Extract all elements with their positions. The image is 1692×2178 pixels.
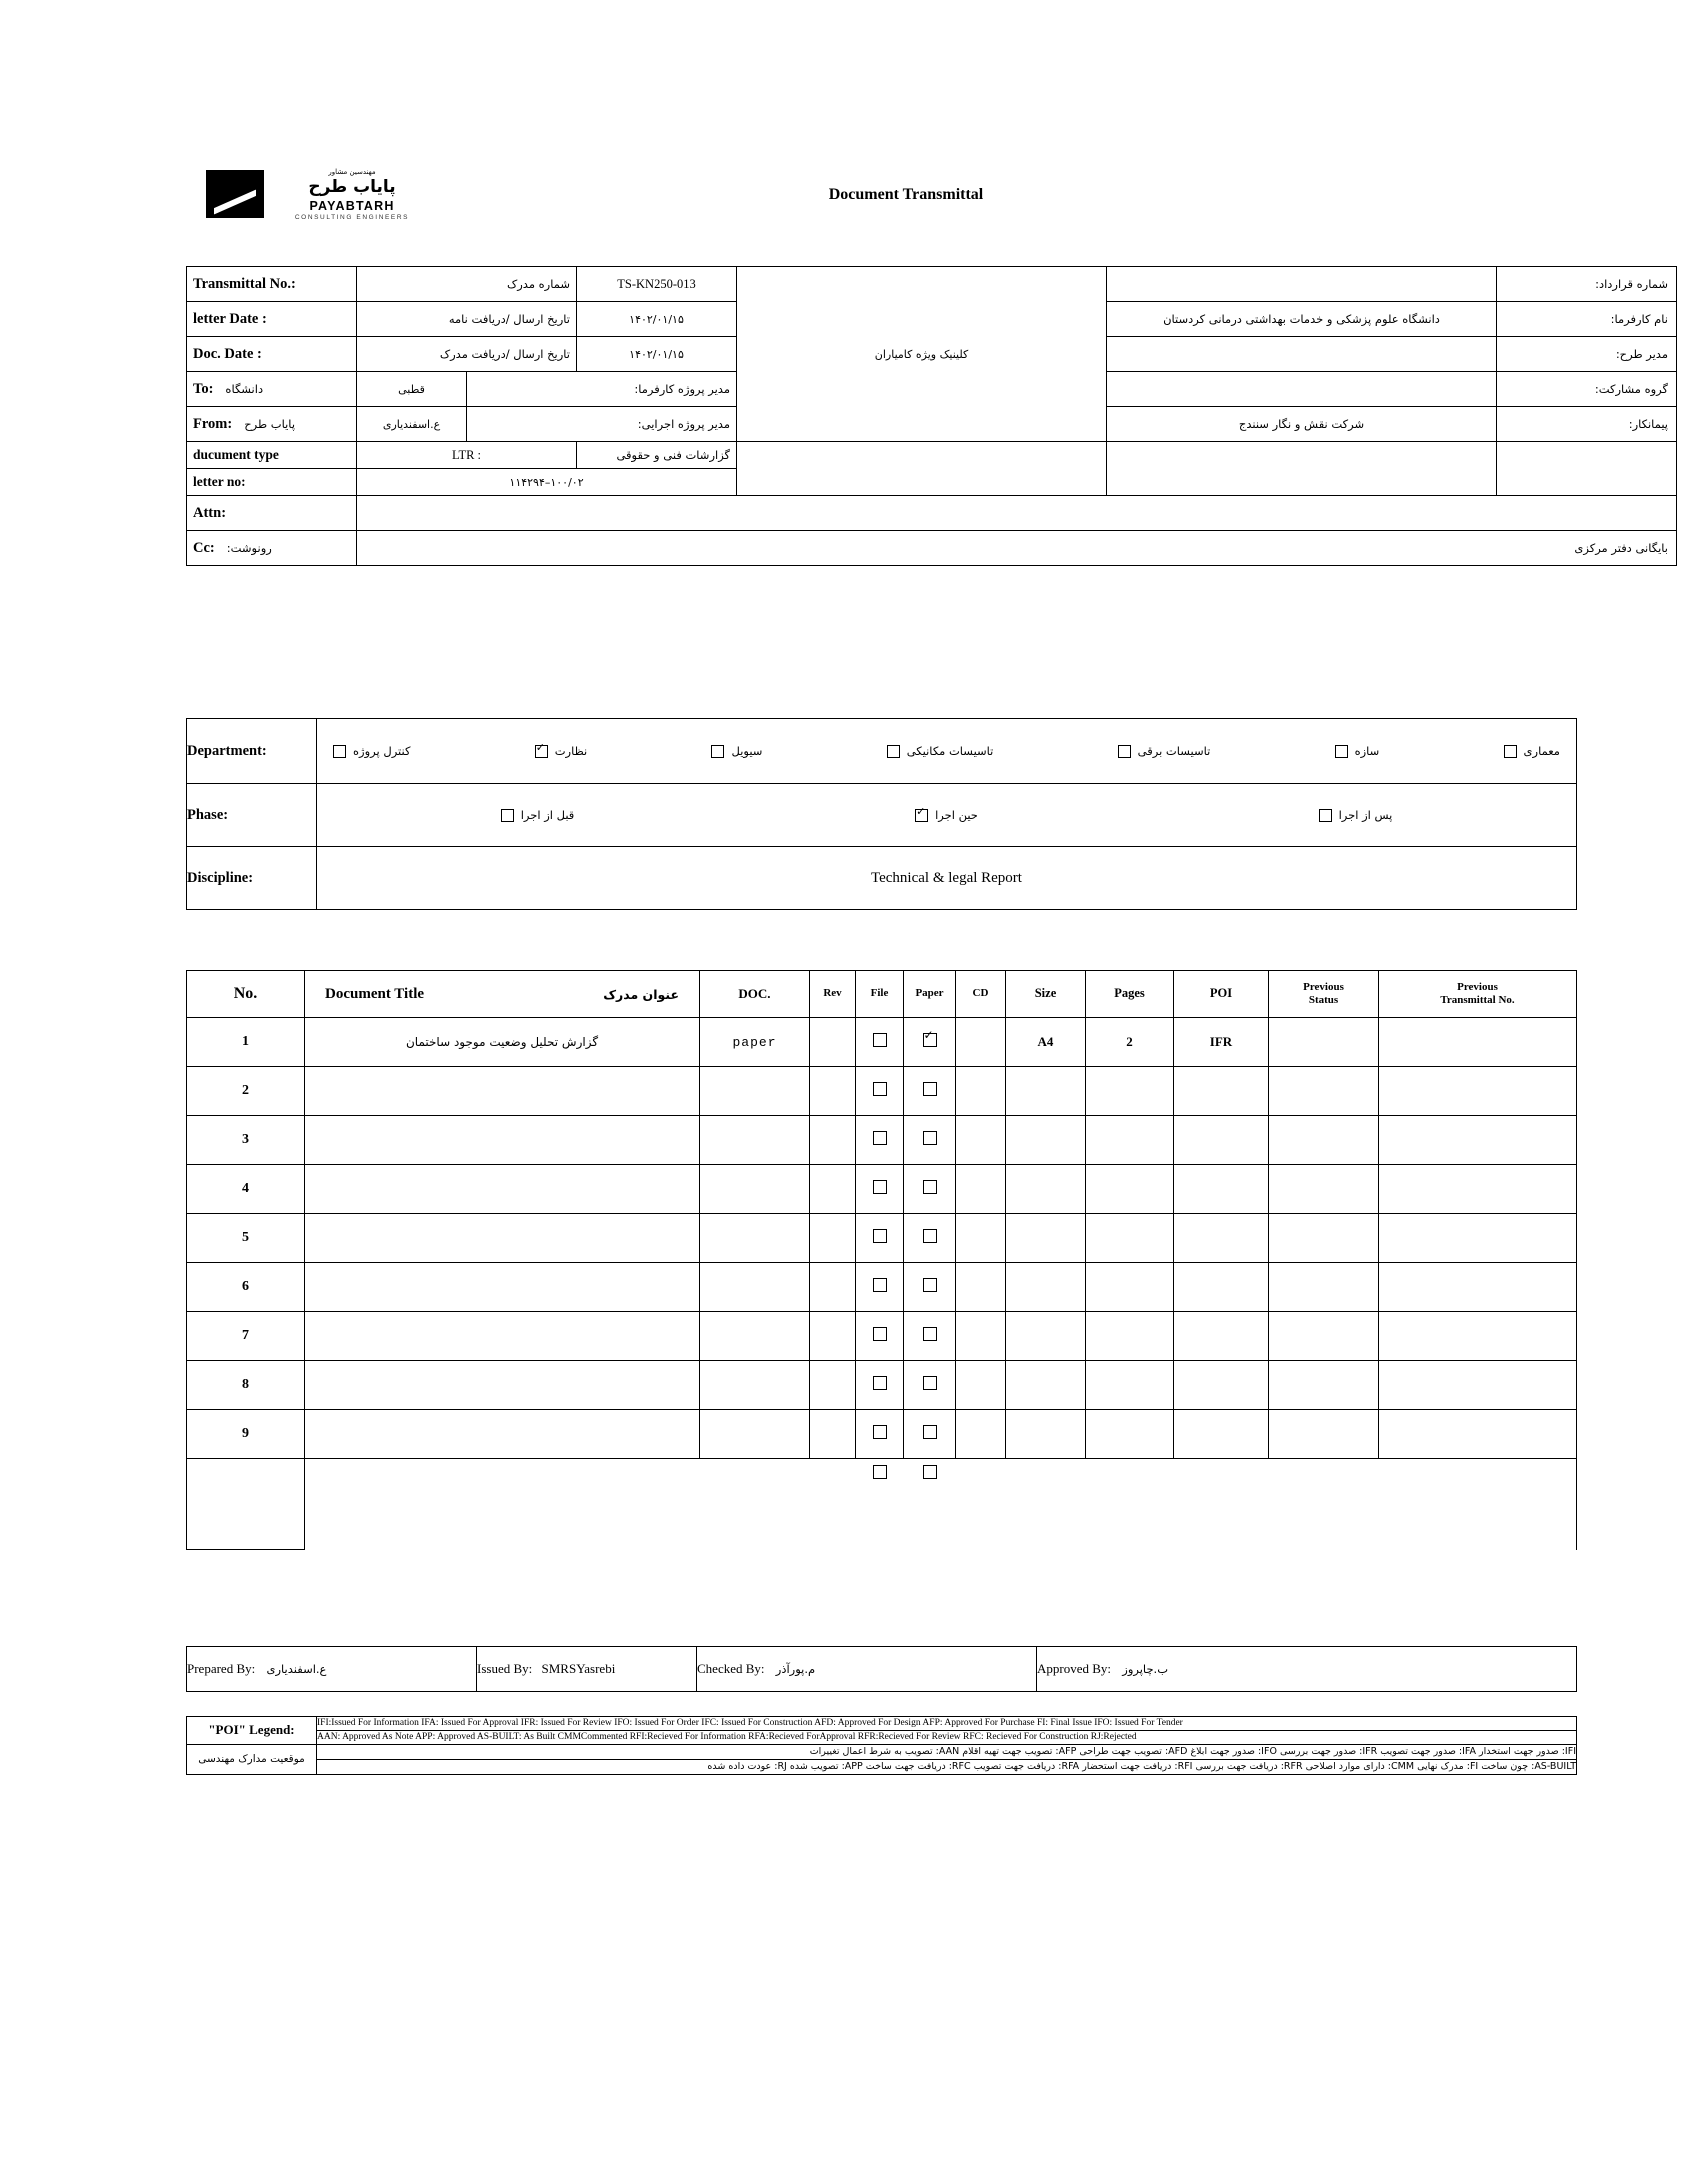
cell-previous-status [1269, 1410, 1379, 1459]
company-logo [206, 168, 436, 238]
department-row [187, 719, 1577, 784]
checkbox-file[interactable] [873, 1229, 887, 1243]
checkbox-civil[interactable] [711, 745, 724, 758]
cell-letter-date-label: letter Date : [187, 302, 357, 337]
cell-to-role: مدیر پروژه کارفرما: [467, 372, 737, 407]
cell-rev [810, 1361, 856, 1410]
cell-file[interactable] [856, 1214, 904, 1263]
cell-file[interactable] [856, 1165, 904, 1214]
phase-options [317, 784, 1577, 847]
checked-by-label: Checked By: [697, 1661, 765, 1676]
cell-spacer-pages [1086, 1459, 1174, 1550]
cell-title [305, 1067, 700, 1116]
dept-label-electrical: تاسیسات برقی [1137, 744, 1211, 758]
cell-size [1006, 1263, 1086, 1312]
cell-size: A4 [1006, 1018, 1086, 1067]
table-row [187, 1116, 1577, 1165]
checkbox-memari[interactable] [1504, 745, 1517, 758]
cell-size [1006, 1312, 1086, 1361]
cell-previous-transmittal [1379, 1116, 1577, 1165]
cell-partnership-label: گروه مشارکت: [1497, 372, 1677, 407]
cell-project-name: کلینیک ویژه کامیاران [737, 267, 1107, 442]
table-row [187, 1730, 1577, 1744]
header-cd: CD [956, 971, 1006, 1018]
approved-by-value: ب.چاپروز [1122, 1662, 1169, 1676]
cell-contract-no-value [1107, 267, 1497, 302]
cell-title [305, 1263, 700, 1312]
checkbox-file[interactable] [873, 1425, 887, 1439]
checkbox-paper[interactable] [923, 1082, 937, 1096]
cell-transmittal-no-label: Transmittal No.: [187, 267, 357, 302]
checkbox-supervision[interactable] [535, 745, 548, 758]
table-row [187, 1717, 1577, 1731]
cell-doc-date-label: Doc. Date : [187, 337, 357, 372]
phase-row [187, 784, 1577, 847]
classification-block [186, 718, 1576, 910]
legend-en-line-2: AAN: Approved As Note APP: Approved AS-BUILT: As Built CMMCommented RFI:Recieved For Information RFA:Recieved ForApproval RFR:Recieved For Review RFC: Recieved For Construction RJ:Rejected [317, 1730, 1577, 1744]
cell-no: 1 [187, 1018, 305, 1067]
legend-fa-line-1: IFI: صدور جهت استخدار IFA: صدور جهت تصویب IFR: صدور جهت بررسی IFO: صدور جهت ابلاغ AFD: تصویب جهت طراحی AFP: تصویب جهت تهیه اقلام AAN: تصویب به شرط اعمال تغییرات [317, 1744, 1577, 1759]
cell-paper[interactable] [904, 1165, 956, 1214]
signatures-table [186, 1646, 1577, 1692]
cell-title [305, 1410, 700, 1459]
cell-pages [1086, 1214, 1174, 1263]
documents-block [186, 970, 1576, 1550]
table-row [187, 1263, 1577, 1312]
cell-previous-transmittal [1379, 1312, 1577, 1361]
checkbox-phase-during[interactable] [915, 809, 928, 822]
table-row [187, 1214, 1577, 1263]
cell-employer-name-value: دانشگاه علوم پزشکی و خدمات بهداشتی درمانی کردستان [1107, 302, 1497, 337]
cell-doc [700, 1361, 810, 1410]
cell-checked-by [697, 1647, 1037, 1692]
header-previous-status: Previous Status [1269, 971, 1379, 1018]
cell-rev [810, 1214, 856, 1263]
cell-transmittal-no-label-fa: شماره مدرک [357, 267, 577, 302]
cell-doc [700, 1410, 810, 1459]
header-poi: POI [1174, 971, 1269, 1018]
dept-option-electrical[interactable] [1118, 744, 1211, 758]
cell-cd [956, 1214, 1006, 1263]
discipline-row [187, 847, 1577, 910]
cell-doc [700, 1116, 810, 1165]
cell-size [1006, 1116, 1086, 1165]
cell-no: 5 [187, 1214, 305, 1263]
checked-by-value: م.پورآذر [775, 1662, 816, 1676]
header-paper: Paper [904, 971, 956, 1018]
issued-by-value: SMRSYasrebi [541, 1661, 616, 1676]
logo-text [272, 168, 432, 221]
approved-by-label: Approved By: [1037, 1661, 1112, 1676]
cell-size [1006, 1214, 1086, 1263]
cell-poi: IFR [1174, 1018, 1269, 1067]
cell-doc-date-value: ۱۴۰۲/۰۱/۱۵ [577, 337, 737, 372]
checkbox-electrical[interactable] [1118, 745, 1131, 758]
page-header [186, 168, 1576, 238]
cell-document-type-code: LTR : [357, 442, 577, 469]
cell-project-manager-label: مدیر طرح: [1497, 337, 1677, 372]
cell-no: 6 [187, 1263, 305, 1312]
cell-spacer-title [305, 1459, 700, 1550]
cell-pages [1086, 1410, 1174, 1459]
cell-doc [700, 1214, 810, 1263]
cell-from-person: ع.اسفندیاری [357, 407, 467, 442]
dept-label-sazeh: سازه [1354, 744, 1380, 758]
cell-paper[interactable] [904, 1263, 956, 1312]
cell-previous-status [1269, 1116, 1379, 1165]
cell-file[interactable] [856, 1361, 904, 1410]
cell-cd [956, 1067, 1006, 1116]
checkbox-file[interactable] [873, 1278, 887, 1292]
department-label: Department: [187, 719, 317, 784]
cell-title [305, 1312, 700, 1361]
cell-poi [1174, 1067, 1269, 1116]
legend-fa-line-2: AS-BUILT: چون ساخت FI: مدرک نهایی CMM: دارای موارد اصلاحی RFR: دریافت جهت بررسی RFI: دریافت جهت استحضار RFA: دریافت جهت تصویب RFC: دریافت جهت ساخت APP: تصویب شده RJ: عودت داده شده [317, 1759, 1577, 1774]
logo-fa-big: پایاب طرح [308, 177, 396, 197]
cell-to-label: To: دانشگاه [187, 372, 357, 407]
cell-from-label: From: پایاب طرح [187, 407, 357, 442]
table-row [187, 531, 1677, 566]
header-pages: Pages [1086, 971, 1174, 1018]
cell-cd [956, 1116, 1006, 1165]
cell-spacer-file[interactable] [856, 1459, 904, 1550]
cell-no: 2 [187, 1067, 305, 1116]
cell-cc-label: Cc: رونوشت: [187, 531, 357, 566]
table-row [187, 1410, 1577, 1459]
dept-option-project-control[interactable] [333, 744, 410, 758]
cell-pages: 2 [1086, 1018, 1174, 1067]
page-title: Document Transmittal [828, 186, 984, 203]
cell-poi [1174, 1165, 1269, 1214]
header-rev: Rev [810, 971, 856, 1018]
table-row [187, 1312, 1577, 1361]
department-options [317, 719, 1577, 784]
checkbox-paper[interactable] [923, 1327, 937, 1341]
documents-header-row [187, 971, 1577, 1018]
cell-doc [700, 1263, 810, 1312]
cell-letter-date-label-fa: تاریخ ارسال /دریافت نامه [357, 302, 577, 337]
cell-previous-status [1269, 1165, 1379, 1214]
table-row [187, 1361, 1577, 1410]
cell-file[interactable] [856, 1116, 904, 1165]
cell-cd [956, 1165, 1006, 1214]
cell-cd [956, 1263, 1006, 1312]
checkbox-paper[interactable] [923, 1376, 937, 1390]
cell-cd [956, 1312, 1006, 1361]
cell-cd [956, 1410, 1006, 1459]
cell-size [1006, 1410, 1086, 1459]
dept-label-memari: معماری [1523, 744, 1560, 758]
legend-title: "POI" Legend: [187, 1717, 317, 1745]
cell-previous-status [1269, 1263, 1379, 1312]
cell-rev [810, 1067, 856, 1116]
checkbox-file[interactable] [873, 1180, 887, 1194]
cell-no: 8 [187, 1361, 305, 1410]
cell-pages [1086, 1165, 1174, 1214]
cell-blank-right-1 [1497, 442, 1677, 496]
transmittal-info-table [186, 266, 1677, 566]
dept-label-project-control: کنترل پروژه [353, 744, 411, 758]
dept-option-memari[interactable] [1504, 744, 1560, 758]
cell-pages [1086, 1361, 1174, 1410]
cell-pages [1086, 1263, 1174, 1312]
cell-no: 3 [187, 1116, 305, 1165]
cell-doc-date-label-fa: تاریخ ارسال /دریافت مدرک [357, 337, 577, 372]
discipline-value-cell [317, 847, 1577, 910]
cell-previous-transmittal [1379, 1214, 1577, 1263]
table-row [187, 496, 1677, 531]
table-row [187, 267, 1677, 302]
cell-contractor-label: پیمانکار: [1497, 407, 1677, 442]
cell-attn-value [357, 496, 1677, 531]
cell-spacer-prev-transmittal [1379, 1459, 1577, 1550]
signatures-block [186, 1646, 1576, 1692]
phase-option-after[interactable] [1151, 808, 1560, 822]
cell-size [1006, 1067, 1086, 1116]
cell-no: 4 [187, 1165, 305, 1214]
cell-cd [956, 1018, 1006, 1067]
cell-document-type-label: ducument type [187, 442, 357, 469]
checkbox-file[interactable] [873, 1131, 887, 1145]
dept-option-supervision[interactable] [535, 744, 588, 758]
cell-previous-transmittal [1379, 1165, 1577, 1214]
cell-paper[interactable] [904, 1067, 956, 1116]
checkbox-file[interactable] [873, 1465, 887, 1479]
table-row [187, 1018, 1577, 1067]
phase-option-before[interactable] [333, 808, 742, 822]
cell-file[interactable] [856, 1067, 904, 1116]
cell-contract-no-label: شماره قرارداد: [1497, 267, 1677, 302]
checkbox-sazeh[interactable] [1335, 745, 1348, 758]
cell-previous-status [1269, 1312, 1379, 1361]
table-row [187, 442, 1677, 469]
logo-en-big: PAYABTARH [309, 199, 395, 213]
cell-letter-no-value: ۱۰۰/۰۲–۱۱۴۲۹۴ [357, 469, 737, 496]
checkbox-file[interactable] [873, 1033, 887, 1047]
checkbox-paper[interactable] [923, 1229, 937, 1243]
cell-rev [810, 1116, 856, 1165]
cell-paper[interactable] [904, 1410, 956, 1459]
checkbox-paper[interactable] [923, 1033, 937, 1047]
header-title-en: Document Title [325, 986, 425, 1002]
cell-attn-label: Attn: [187, 496, 357, 531]
transmittal-info-block [186, 266, 1669, 566]
cell-paper[interactable] [904, 1214, 956, 1263]
cell-previous-transmittal [1379, 1361, 1577, 1410]
cell-title [305, 1165, 700, 1214]
cell-transmittal-no-value: TS-KN250-013 [577, 267, 737, 302]
table-row [187, 1744, 1577, 1759]
cell-rev [810, 1312, 856, 1361]
cell-doc [700, 1067, 810, 1116]
discipline-value: Technical & legal Report [871, 869, 1022, 886]
dept-label-civil: سیویل [731, 744, 763, 758]
dept-option-mechanical[interactable] [887, 744, 994, 758]
checkbox-project-control[interactable] [333, 745, 346, 758]
checkbox-paper[interactable] [923, 1465, 937, 1479]
checkbox-paper[interactable] [923, 1180, 937, 1194]
legend-title-fa: موقعیت مدارک مهندسی [187, 1744, 317, 1775]
cell-cc-value: بایگانی دفتر مرکزی [357, 531, 1677, 566]
legend-block [186, 1716, 1576, 1775]
cell-previous-status [1269, 1361, 1379, 1410]
cell-cd [956, 1361, 1006, 1410]
cell-poi [1174, 1263, 1269, 1312]
cell-letter-date-value: ۱۴۰۲/۰۱/۱۵ [577, 302, 737, 337]
legend-en-line-1: IFI:Issued For Information IFA: Issued For Approval IFR: Issued For Review IFO: Issued For Order IFC: Issued For Construction AFD: Approved For Design AFP: Approved For Purchase FI: Final Issue IFO: Issued For Tender [317, 1717, 1577, 1731]
phase-label: Phase: [187, 784, 317, 847]
cell-poi [1174, 1214, 1269, 1263]
cell-rev [810, 1410, 856, 1459]
cell-pages [1086, 1312, 1174, 1361]
cell-from-role: مدیر پروژه اجرایی: [467, 407, 737, 442]
table-row [187, 1067, 1577, 1116]
cell-paper[interactable] [904, 1361, 956, 1410]
cell-rev [810, 1263, 856, 1312]
cell-blank-mid-1 [737, 442, 1107, 496]
cell-contractor-value: شرکت نقش و نگار سنندج [1107, 407, 1497, 442]
dept-label-supervision: نظارت [554, 744, 588, 758]
dept-option-civil[interactable] [711, 744, 762, 758]
cell-prepared-by [187, 1647, 477, 1692]
header-no: No. [187, 971, 305, 1018]
checkbox-file[interactable] [873, 1082, 887, 1096]
table-row [187, 1165, 1577, 1214]
prepared-by-label: Prepared By: [187, 1661, 256, 1676]
cell-partnership-value [1107, 372, 1497, 407]
cell-employer-name-label: نام کارفرما: [1497, 302, 1677, 337]
checkbox-file[interactable] [873, 1376, 887, 1390]
header-title [305, 971, 700, 1018]
cell-archive-value [1107, 442, 1497, 496]
cell-project-manager-value [1107, 337, 1497, 372]
cell-pages [1086, 1067, 1174, 1116]
documents-table [186, 970, 1577, 1550]
cell-size [1006, 1165, 1086, 1214]
issued-by-label: Issued By: [477, 1661, 533, 1676]
cell-file[interactable] [856, 1263, 904, 1312]
cell-spacer-paper[interactable] [904, 1459, 956, 1550]
logo-en-small: CONSULTING ENGINEERS [294, 214, 410, 221]
cell-title [305, 1214, 700, 1263]
cell-file[interactable] [856, 1018, 904, 1067]
header-size: Size [1006, 971, 1086, 1018]
cell-file[interactable] [856, 1410, 904, 1459]
header-file: File [856, 971, 904, 1018]
header-doc: DOC. [700, 971, 810, 1018]
cell-no: 7 [187, 1312, 305, 1361]
cell-file[interactable] [856, 1312, 904, 1361]
cell-title [305, 1361, 700, 1410]
cell-to-person: قطبی [357, 372, 467, 407]
dept-option-sazeh[interactable] [1335, 744, 1380, 758]
cell-spacer-poi [1174, 1459, 1269, 1550]
logo-fa-small: مهندسین مشاور [328, 168, 376, 176]
cell-previous-status [1269, 1018, 1379, 1067]
cell-previous-transmittal [1379, 1067, 1577, 1116]
dept-label-mechanical: تاسیسات مکانیکی [906, 744, 994, 758]
cell-previous-transmittal [1379, 1410, 1577, 1459]
phase-label-before: قبل از اجرا [520, 808, 575, 822]
cell-size [1006, 1361, 1086, 1410]
cell-previous-status [1269, 1214, 1379, 1263]
cell-issued-by [477, 1647, 697, 1692]
checkbox-file[interactable] [873, 1327, 887, 1341]
checkbox-paper[interactable] [923, 1131, 937, 1145]
classification-table [186, 718, 1577, 910]
cell-poi [1174, 1361, 1269, 1410]
cell-paper[interactable] [904, 1018, 956, 1067]
cell-previous-transmittal [1379, 1018, 1577, 1067]
cell-doc [700, 1312, 810, 1361]
cell-paper[interactable] [904, 1312, 956, 1361]
cell-doc: paper [700, 1018, 810, 1067]
cell-previous-status [1269, 1067, 1379, 1116]
cell-pages [1086, 1116, 1174, 1165]
phase-label-during: حین اجرا [935, 808, 978, 822]
cell-spacer-cd [956, 1459, 1006, 1550]
header-title-fa: عنوان مدرک [603, 986, 679, 1002]
cell-title [305, 1116, 700, 1165]
cell-poi [1174, 1312, 1269, 1361]
checkbox-mechanical[interactable] [887, 745, 900, 758]
cell-rev [810, 1165, 856, 1214]
cell-poi [1174, 1116, 1269, 1165]
table-row-spacer [187, 1459, 1577, 1550]
cell-doc [700, 1165, 810, 1214]
legend-table [186, 1716, 1577, 1775]
cell-spacer-rev [810, 1459, 856, 1550]
checkbox-paper[interactable] [923, 1278, 937, 1292]
cell-no: 9 [187, 1410, 305, 1459]
checkbox-phase-after[interactable] [1319, 809, 1332, 822]
cell-previous-transmittal [1379, 1263, 1577, 1312]
header-previous-transmittal: Previous Transmittal No. [1379, 971, 1577, 1018]
cell-approved-by [1037, 1647, 1577, 1692]
cell-spacer-doc [700, 1459, 810, 1550]
table-row [187, 1759, 1577, 1774]
logo-mark-icon [206, 170, 264, 218]
phase-option-during[interactable] [742, 808, 1151, 822]
discipline-label: Discipline: [187, 847, 317, 910]
cell-paper[interactable] [904, 1116, 956, 1165]
cell-spacer-size [1006, 1459, 1086, 1550]
cell-spacer-left [187, 1459, 305, 1550]
table-row [187, 1647, 1577, 1692]
prepared-by-value: ع.اسفندیاری [266, 1662, 327, 1676]
phase-label-after: پس از اجرا [1338, 808, 1393, 822]
cell-spacer-prev-status [1269, 1459, 1379, 1550]
checkbox-phase-before[interactable] [501, 809, 514, 822]
checkbox-paper[interactable] [923, 1425, 937, 1439]
cell-letter-no-label: letter no: [187, 469, 357, 496]
cell-document-type-value: گزارشات فنی و حقوقی [577, 442, 737, 469]
cell-rev [810, 1018, 856, 1067]
cell-poi [1174, 1410, 1269, 1459]
cell-title: گزارش تحلیل وضعیت موجود ساختمان [305, 1018, 700, 1067]
